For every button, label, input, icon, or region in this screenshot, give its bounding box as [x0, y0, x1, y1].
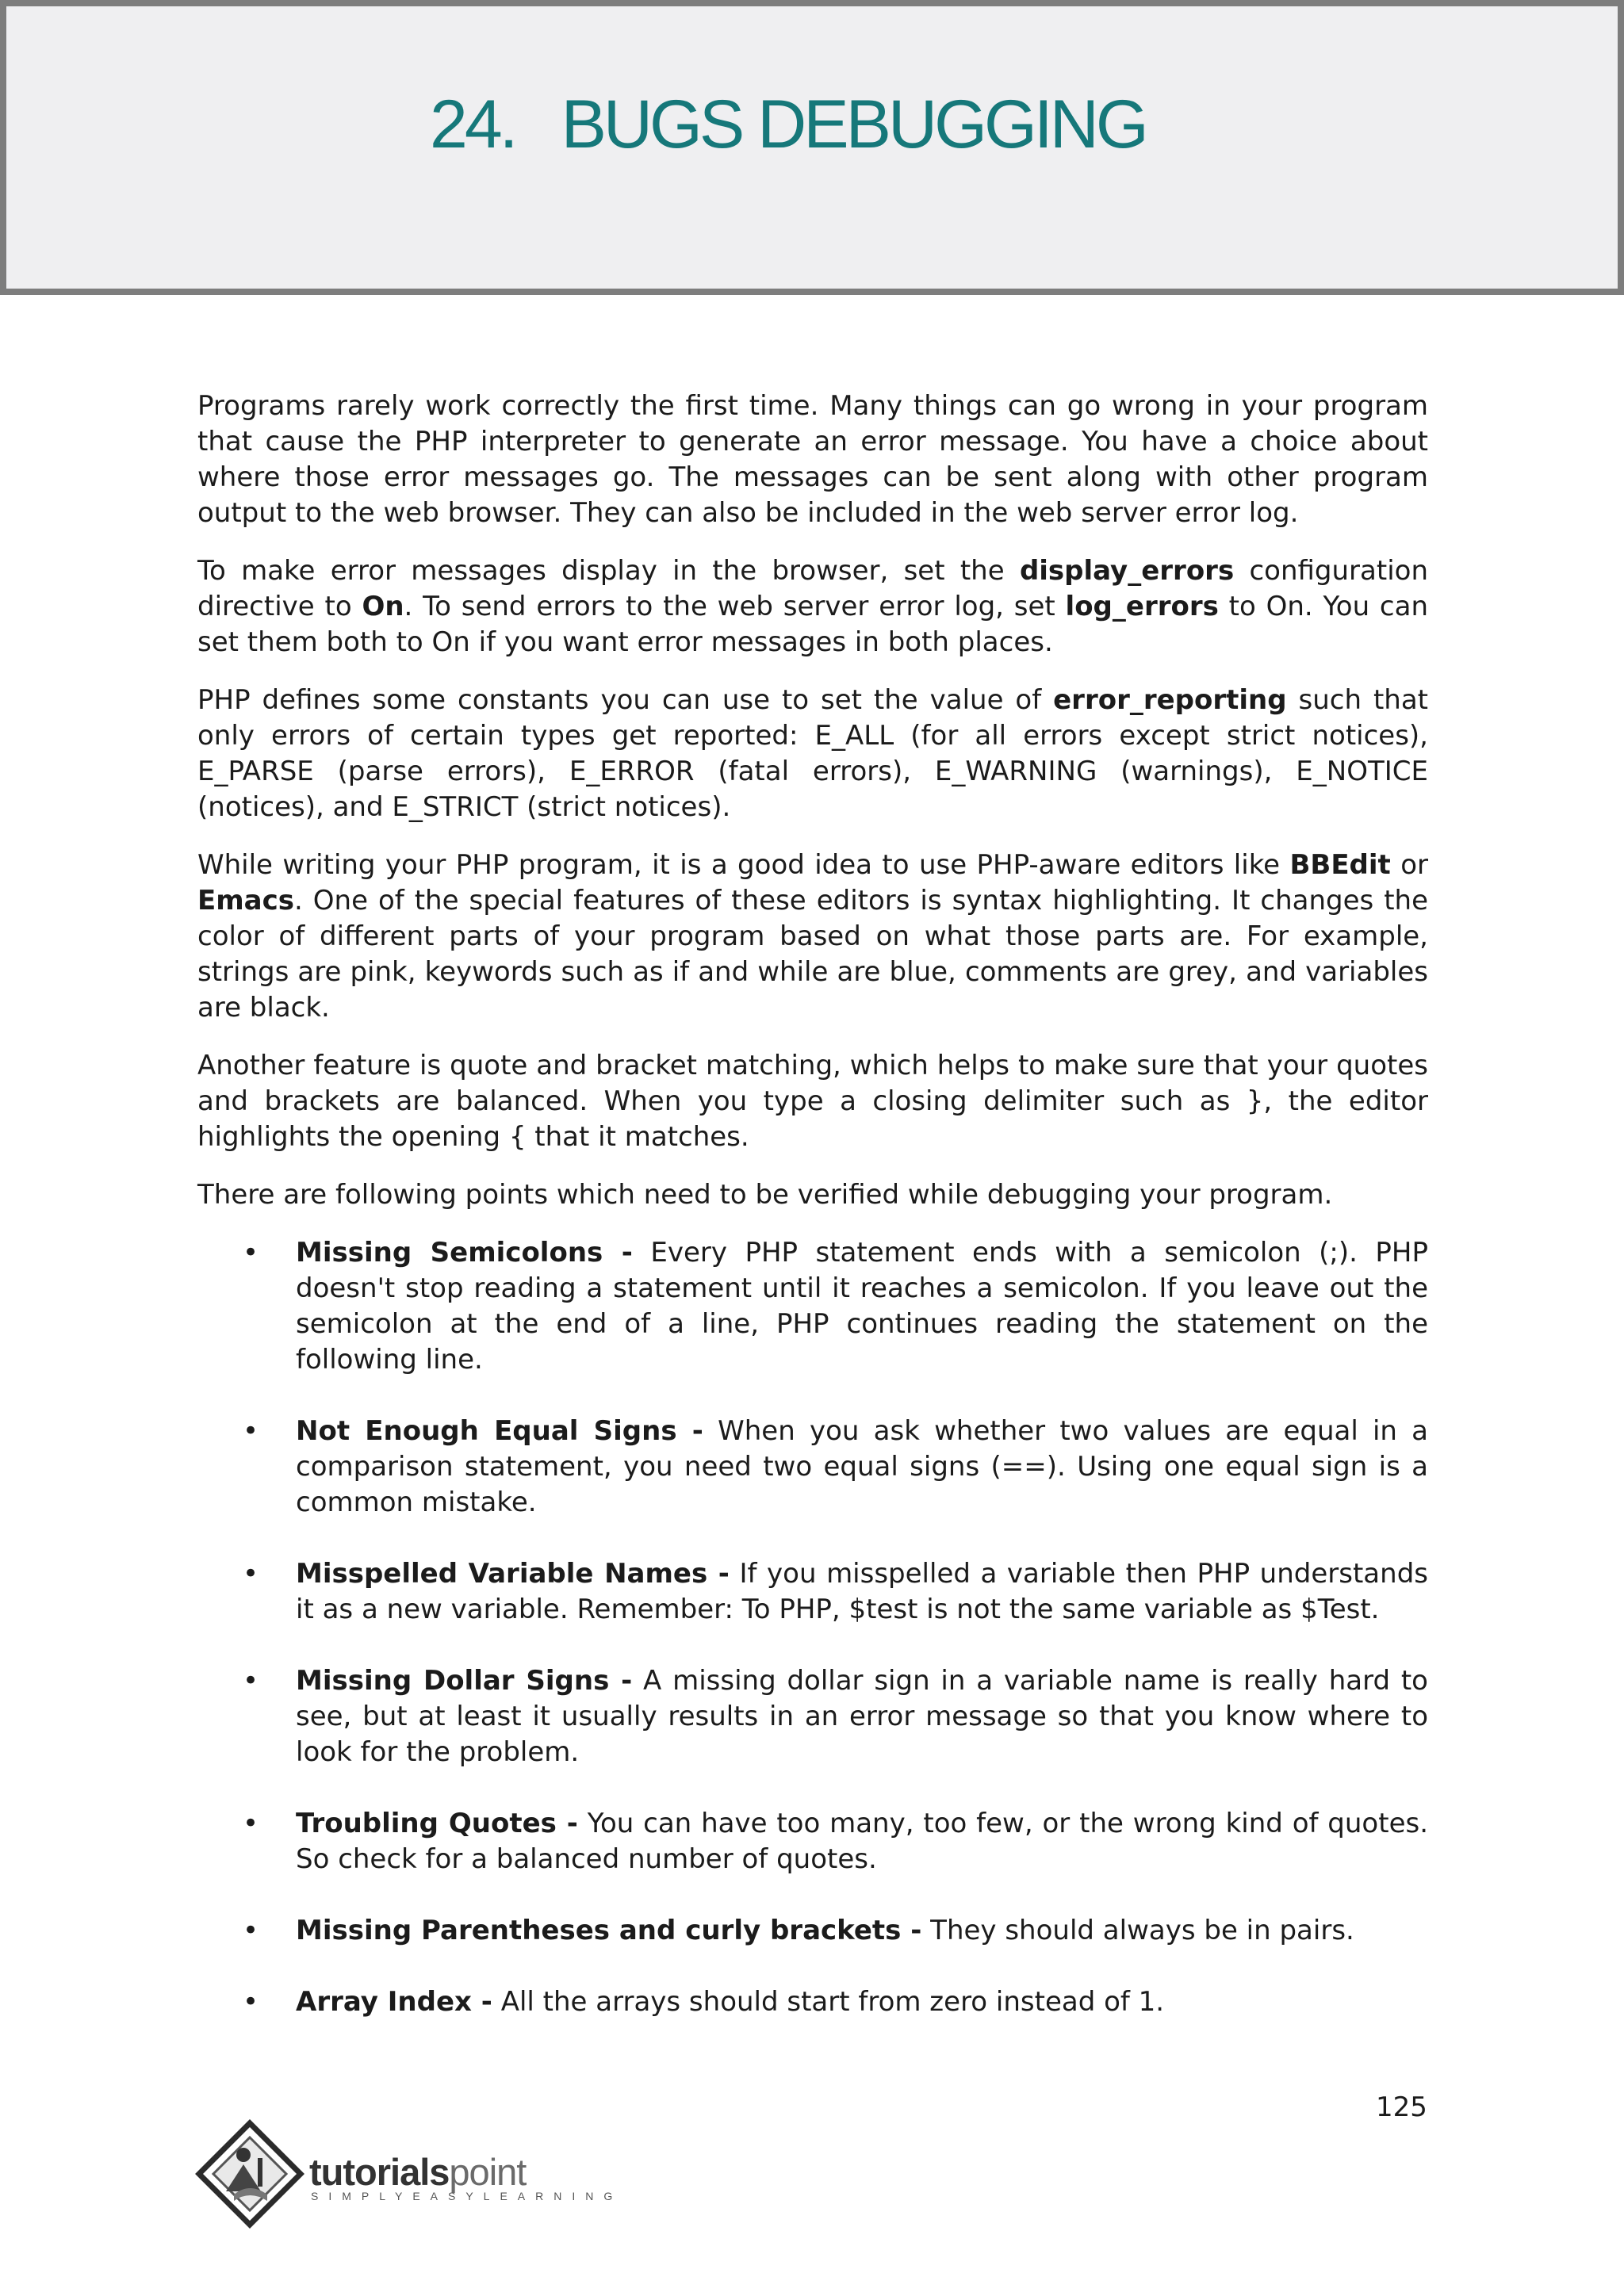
bullet-text: A missing dollar sign in a variable name is really hard to see, but at least it usually results in an error message so that you know where to look for the problem.: [296, 1665, 1428, 1768]
bullet-term: Missing Semicolons -: [296, 1237, 633, 1269]
list-item: [197, 1556, 1428, 1628]
text-span: configuration directive to: [197, 555, 1429, 622]
list-item: [197, 1984, 1428, 2020]
paragraph-display-errors: [197, 553, 1428, 660]
list-item: [197, 1235, 1428, 1378]
logo-text-part: point: [449, 2151, 527, 2193]
text-span: to On. You can set them both to On if you want error messages in both places.: [197, 591, 1428, 658]
bullet-text: All the arrays should start from zero instead of 1.: [492, 1986, 1165, 2018]
bullet-text: They should always be in pairs.: [921, 1915, 1354, 1946]
text-span: To make error messages display in the browser, set the: [197, 555, 1020, 587]
bold-term: On: [362, 591, 404, 622]
logo-wordmark: [309, 2150, 526, 2194]
bullet-term: Misspelled Variable Names -: [296, 1558, 730, 1590]
bullet-text: When you ask whether two values are equal in a comparison statement, you need two equal signs (==). Using one equal sign is a common mistake.: [296, 1415, 1429, 1518]
bold-term: BBEdit: [1289, 849, 1391, 881]
bullet-text: Every PHP statement ends with a semicolon (;). PHP doesn't stop reading a statement until it reaches a semicolon. If you leave out the semicolon at the end of a line, PHP continues reading the statement on the following line.: [296, 1237, 1428, 1376]
text-span: PHP defines some constants you can use to set the value of: [197, 684, 1054, 716]
bullet-text: If you misspelled a variable then PHP understands it as a new variable. Remember: To PHP, $test is not the same variable as $Test.: [296, 1558, 1428, 1625]
logo-tagline: SIMPLYEASYLEARNING: [311, 2190, 623, 2202]
bullet-term: Missing Parentheses and curly brackets -: [296, 1915, 922, 1946]
bold-term: Emacs: [197, 885, 294, 916]
paragraph-error-reporting: [197, 683, 1428, 825]
main-content: [197, 388, 1428, 2056]
list-item: [197, 1913, 1428, 1949]
chapter-title-text: BUGS DEBUGGING: [561, 86, 1146, 163]
bold-term: display_errors: [1019, 555, 1235, 587]
text-span: . To send errors to the web server error log, set: [404, 591, 1066, 622]
paragraph-points-intro: There are following points which need to be verified while debugging your program.: [197, 1179, 1333, 1211]
bullet-term: Missing Dollar Signs -: [296, 1665, 633, 1697]
tutorialspoint-logo-icon: [194, 2118, 305, 2229]
bullet-term: Not Enough Equal Signs -: [296, 1415, 703, 1447]
bullet-term: Array Index -: [296, 1986, 492, 2018]
bullet-term: Troubling Quotes -: [296, 1808, 578, 1839]
paragraph-intro: Programs rarely work correctly the first time. Many things can go wrong in your program that cause the PHP interpreter to generate an error message. You have a choice about where those error messages go. The messages can be sent along with other program output to the web browser. They can also be included in the web server error log.: [197, 390, 1428, 529]
paragraph-bracket-matching: Another feature is quote and bracket matching, which helps to make sure that your quotes and brackets are balanced. When you type a closing delimiter such as }, the editor highlights the opening { that it matches.: [197, 1050, 1428, 1153]
list-item: [197, 1663, 1428, 1770]
page-number: 125: [1376, 2091, 1427, 2123]
text-span: While writing your PHP program, it is a good idea to use PHP-aware editors like: [197, 849, 1290, 881]
paragraph-editors: [197, 848, 1428, 1026]
debug-points-list: [197, 1235, 1428, 2020]
text-span: . One of the special features of these editors is syntax highlighting. It changes the color of different parts of your program based on what those parts are. For example, strings are pink, keywords such as if and while are blue, comments are grey, and variables are black.: [197, 885, 1428, 1024]
list-item: [197, 1806, 1428, 1877]
text-span: or: [1390, 849, 1428, 881]
bullet-text: You can have too many, too few, or the wrong kind of quotes. So check for a balanced number of quotes.: [296, 1808, 1429, 1875]
bold-term: log_errors: [1065, 591, 1219, 622]
list-item: [197, 1414, 1428, 1521]
bold-term: error_reporting: [1053, 684, 1287, 716]
chapter-title: [430, 86, 1146, 164]
text-span: such that only errors of certain types get reported: E_ALL (for all errors except strict notices), E_PARSE (parse errors), E_ERROR (fatal errors), E_WARNING (warnings), E_NOTICE (notices), and E_STRICT (strict notices).: [197, 684, 1428, 823]
chapter-number: 24.: [430, 86, 515, 163]
logo-text-part: tutorials: [309, 2151, 450, 2193]
